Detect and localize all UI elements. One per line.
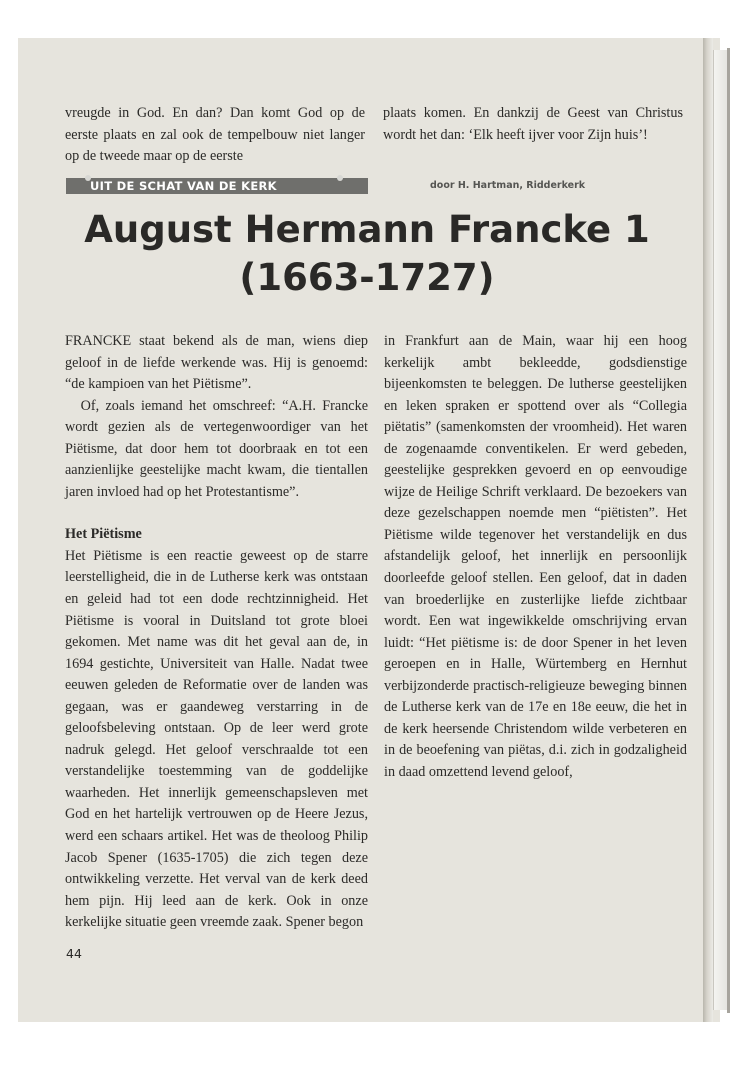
body-paragraph-continued: in Frankfurt aan de Main, waar hij een hoog kerkelijk ambt bekleedde, godsdienstige bijeenkomsten te beleggen. De lutherse geestelijken en leken spraken er spottend over als “Collegia piëtatis” (samenkomsten der vroomheid). Het waren de zogenaamde conventikelen. Er werd gebeden, geestelijke gesprekken gevoerd en op eenvoudige wijze de Heilige Schrift verklaard. De bezoekers van deze gezelschappen noemde men “piëtisten”. Het Piëtisme wilde tegenover het verstandelijk en dus afstandelijk geloof, het innerlijk en persoonlijk doorleefde geloof stellen. Een geloof, dat in daden van broederlijke en zusterlijke liefde zichtbaar wordt. Een wat ingewikkelde omschrijving ervan luidt: “Het piëtisme is: de door Spener in het leven geroepen en in Halle, Würtemberg en Hernhut verbijzonderde practisch-religieuze beweging binnen de Lutherse kerk van de 17e en 18e eeuw, die het in de kerk heersende Christendom wilde verbeteren en in de beoefening van piëtas, d.i. zich in godzaligheid in daad omzettend levend geloof,: [384, 333, 687, 780]
article-column-right: [384, 331, 687, 783]
previous-article-text-left: [65, 103, 365, 168]
intro-paragraph-1: FRANCKE staat bekend als de man, wiens diep geloof in de liefde werkende was. Hij is genoemd: “de kampioen van het Piëtisme”.: [65, 333, 368, 393]
section-banner-label: UIT DE SCHAT VAN DE KERK: [90, 179, 277, 193]
body-paragraph: Het Piëtisme is een reactie geweest op de starre leerstelligheid, die in de Lutherse kerk was ontstaan en geleid had tot een dode rechtzinnigheid. Het Piëtisme is vooral in Duitsland tot grote bloei gekomen. Met name was dit het geval aan de, in 1694 gestichte, Universiteit van Halle. Nadat twee eeuwen geleden de Reformatie over de landen was gegaan, was er gaandeweg verstarring in de geloofsbeleving ontstaan. Op de leer werd grote nadruk gelegd. Het geloof verschraalde tot een verstandelijke toestemming van de goddelijke waarheden. Het innerlijk gemeenschapsleven met God en het hartelijk vertrouwen op de Heere Jezus, werd een schaars artikel. Het was de theoloog Philip Jacob Spener (1635-1705) die zich tegen deze ontwikkeling verzette. Het verval van de kerk deed hem pijn. Hij leed aan de kerk. Ook in onze kerkelijke situatie geen vreemde zaak. Spener begon: [65, 547, 368, 931]
previous-article-text-right: [383, 103, 683, 146]
article-title-line-1: August Hermann Francke 1: [84, 208, 650, 251]
previous-article-paragraph-left: vreugde in God. En dan? Dan komt God op de eerste plaats en zal ook de tempelbouw niet langer op de tweede maar op de eerste: [65, 105, 365, 164]
page-edge-line: [727, 48, 730, 1013]
page-gutter-shadow: [703, 38, 713, 1022]
article-byline: door H. Hartman, Ridderkerk: [430, 180, 586, 191]
article-title-line-2: (1663-1727): [239, 256, 495, 299]
article-column-left: [65, 331, 368, 934]
page-number: 44: [66, 946, 82, 961]
previous-article-paragraph-right: plaats komen. En dankzij de Geest van Christus wordt het dan: ‘Elk heeft ijver voor Zijn huis’!: [383, 105, 683, 143]
subheading-pietisme: Het Piëtisme: [65, 526, 142, 543]
intro-paragraph-2: Of, zoals iemand het omschreef: “A.H. Francke wordt gezien als de vertegenwoordiger van het Piëtisme, dat door hem tot doorbraak en tot een aanzienlijke geestelijke macht kwam, die tientallen jaren invloed had op het Protestantisme”.: [65, 397, 368, 500]
banner-dot-icon: [337, 175, 343, 181]
